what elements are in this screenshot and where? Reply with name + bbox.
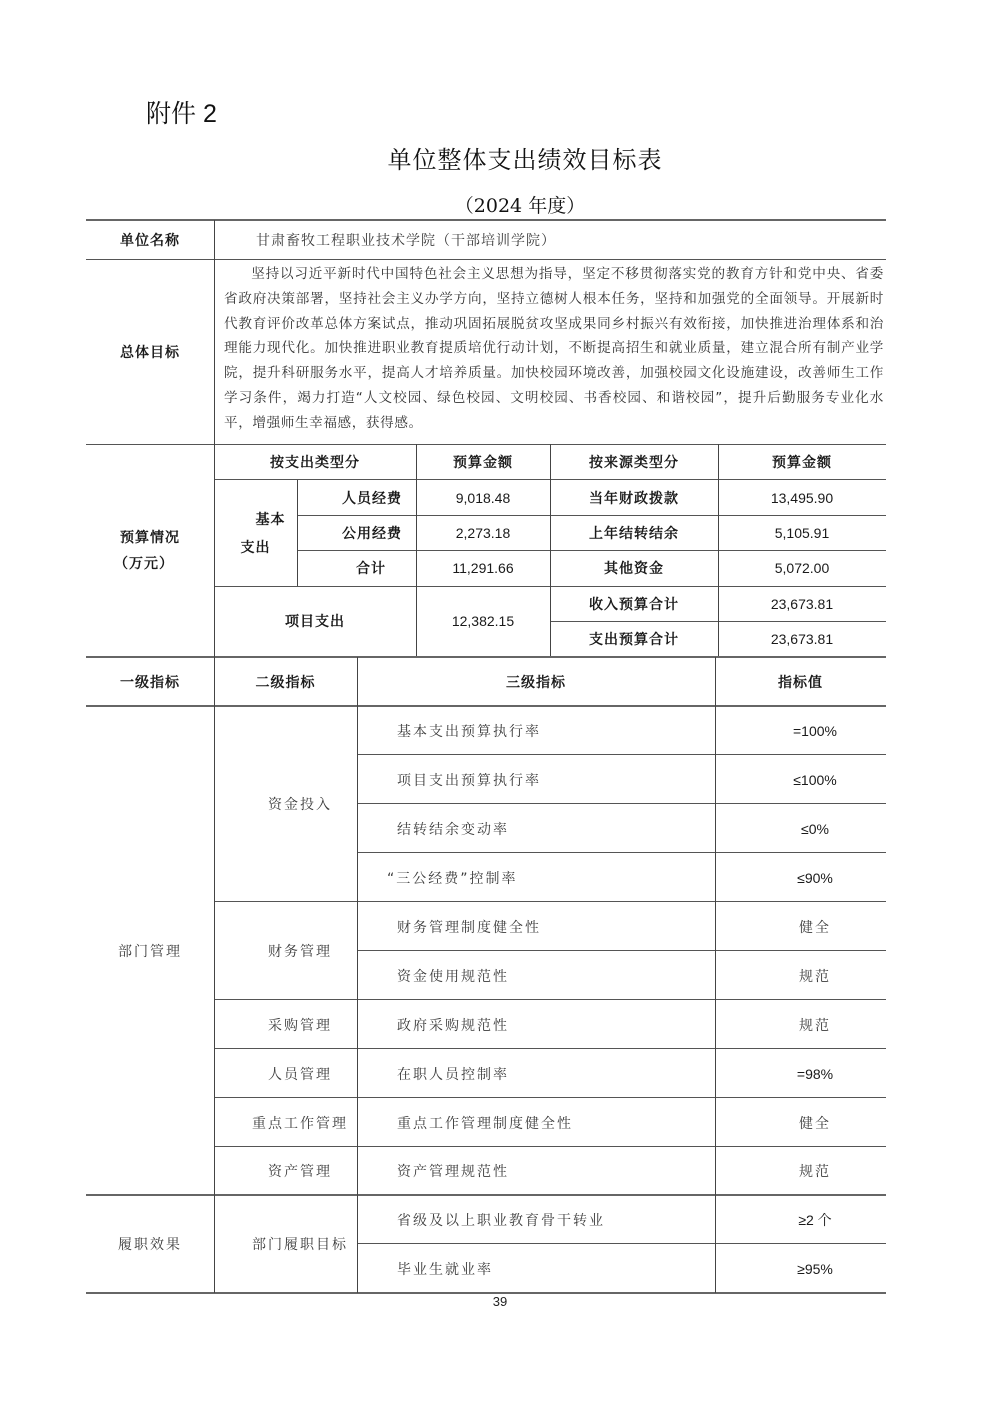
- header-level2-indicator: 二级指标: [255, 674, 316, 691]
- expense-name: 人员经费: [342, 490, 402, 507]
- unit-name-label: 单位名称: [120, 233, 180, 249]
- level1-dept-management: 部门管理: [118, 943, 182, 960]
- source-amount: 13,495.90: [770, 489, 834, 506]
- basic-expense-label-line2: 支出: [240, 540, 271, 556]
- document-year: （2024 年度）: [454, 195, 586, 217]
- unit-name-value: 甘肃畜牧工程职业技术学院（干部培训学院）: [256, 233, 556, 249]
- level2-procurement-management: 采购管理: [268, 1017, 332, 1034]
- level3-indicator: 财务管理制度健全性: [397, 919, 541, 936]
- document-title: 单位整体支出绩效目标表: [387, 146, 663, 174]
- level3-indicator: “三公经费”控制率: [387, 870, 518, 887]
- expense-amount: 9,018.48: [455, 489, 511, 506]
- indicator-value: =100%: [793, 722, 837, 739]
- source-amount: 23,673.81: [770, 595, 834, 612]
- indicator-value: 健全: [799, 1115, 831, 1132]
- indicator-value: 健全: [799, 919, 831, 936]
- page-number: 39: [492, 1294, 508, 1309]
- source-name: 其他资金: [604, 561, 664, 577]
- header-level3-indicator: 三级指标: [506, 674, 566, 691]
- header-budget-amount-2: 预算金额: [772, 455, 832, 471]
- budget-label-line1: 预算情况: [120, 530, 180, 546]
- level3-indicator: 政府采购规范性: [397, 1017, 509, 1034]
- indicator-value: ≥95%: [797, 1260, 833, 1277]
- level1-performance-effect: 履职效果: [118, 1237, 182, 1253]
- level2-finance-management: 财务管理: [268, 944, 332, 960]
- expense-amount: 11,291.66: [452, 560, 514, 576]
- indicator-value: 规范: [799, 1017, 831, 1034]
- indicator-value: 规范: [799, 968, 831, 985]
- level2-fund-input: 资金投入: [268, 797, 332, 813]
- indicator-value: ≥2 个: [798, 1211, 832, 1228]
- level3-indicator: 重点工作管理制度健全性: [397, 1115, 573, 1132]
- source-amount: 23,673.81: [770, 630, 834, 647]
- source-name: 当年财政拨款: [589, 490, 679, 507]
- level3-indicator: 结转结余变动率: [397, 821, 509, 838]
- indicator-value: ≤100%: [793, 771, 837, 788]
- expense-name: 公用经费: [342, 525, 402, 542]
- budget-label-line2: （万元）: [114, 556, 174, 572]
- source-amount: 5,105.91: [774, 524, 830, 541]
- level2-personnel-management: 人员管理: [268, 1066, 332, 1083]
- source-name: 支出预算合计: [589, 631, 679, 648]
- attachment-label: 附件 2: [146, 100, 217, 128]
- basic-expense-label-line1: 基本: [255, 512, 286, 528]
- header-indicator-value: 指标值: [778, 674, 823, 691]
- level3-indicator: 在职人员控制率: [397, 1066, 509, 1083]
- level2-asset-management: 资产管理: [268, 1164, 332, 1180]
- level3-indicator: 省级及以上职业教育骨干转业: [397, 1212, 605, 1229]
- source-name: 收入预算合计: [589, 596, 679, 613]
- budget-label: [86, 444, 214, 656]
- header-by-expense-type: 按支出类型分: [270, 455, 360, 471]
- project-expense-amount: 12,382.15: [451, 613, 515, 629]
- level2-dept-duty-target: 部门履职目标: [252, 1237, 348, 1253]
- level3-indicator: 毕业生就业率: [397, 1261, 493, 1278]
- basic-expense-label: [214, 480, 297, 586]
- header-by-source-type: 按来源类型分: [589, 455, 679, 471]
- level3-indicator: 基本支出预算执行率: [397, 723, 541, 740]
- level3-indicator: 项目支出预算执行率: [397, 772, 541, 789]
- indicator-value: =98%: [796, 1065, 834, 1082]
- indicator-value: ≤0%: [801, 820, 829, 837]
- source-name: 上年结转结余: [589, 525, 679, 542]
- indicator-value: ≤90%: [797, 869, 833, 886]
- level2-key-work-management: 重点工作管理: [252, 1115, 348, 1132]
- header-budget-amount-1: 预算金额: [453, 455, 513, 471]
- level3-indicator: 资产管理规范性: [397, 1164, 509, 1180]
- source-amount: 5,072.00: [774, 560, 830, 576]
- header-level1-indicator: 一级指标: [120, 674, 180, 691]
- project-expense-label: 项目支出: [285, 614, 345, 630]
- expense-name: 合计: [356, 561, 386, 577]
- indicator-value: 规范: [799, 1164, 831, 1180]
- overall-goals-label: 总体目标: [120, 345, 180, 361]
- level3-indicator: 资金使用规范性: [397, 968, 509, 985]
- expense-amount: 2,273.18: [455, 524, 511, 541]
- overall-goals-text: 坚持以习近平新时代中国特色社会主义思想为指导，坚定不移贯彻落实党的教育方针和党中央、省委省政府决策部署，坚持社会主义办学方向，坚持立德树人根本任务，坚持和加强党的全面领导。开展新时代教育评价改革总体方案试点，推动巩固拓展脱贫攻坚成果同乡村振兴有效衔接，加快推进治理体系和治理能力现代化。加快推进职业教育提质培优行动计划，不断提高招生和就业质量，建立混合所有制产业学院，提升科研服务水平，提高人才培养质量。加快校园环境改善，加强校园文化设施建设，改善师生工作学习条件，竭力打造“人文校园、绿色校园、文明校园、书香校园、和谐校园”，提升后勤服务专业化水平，增强师生幸福感，获得感。: [224, 266, 884, 431]
